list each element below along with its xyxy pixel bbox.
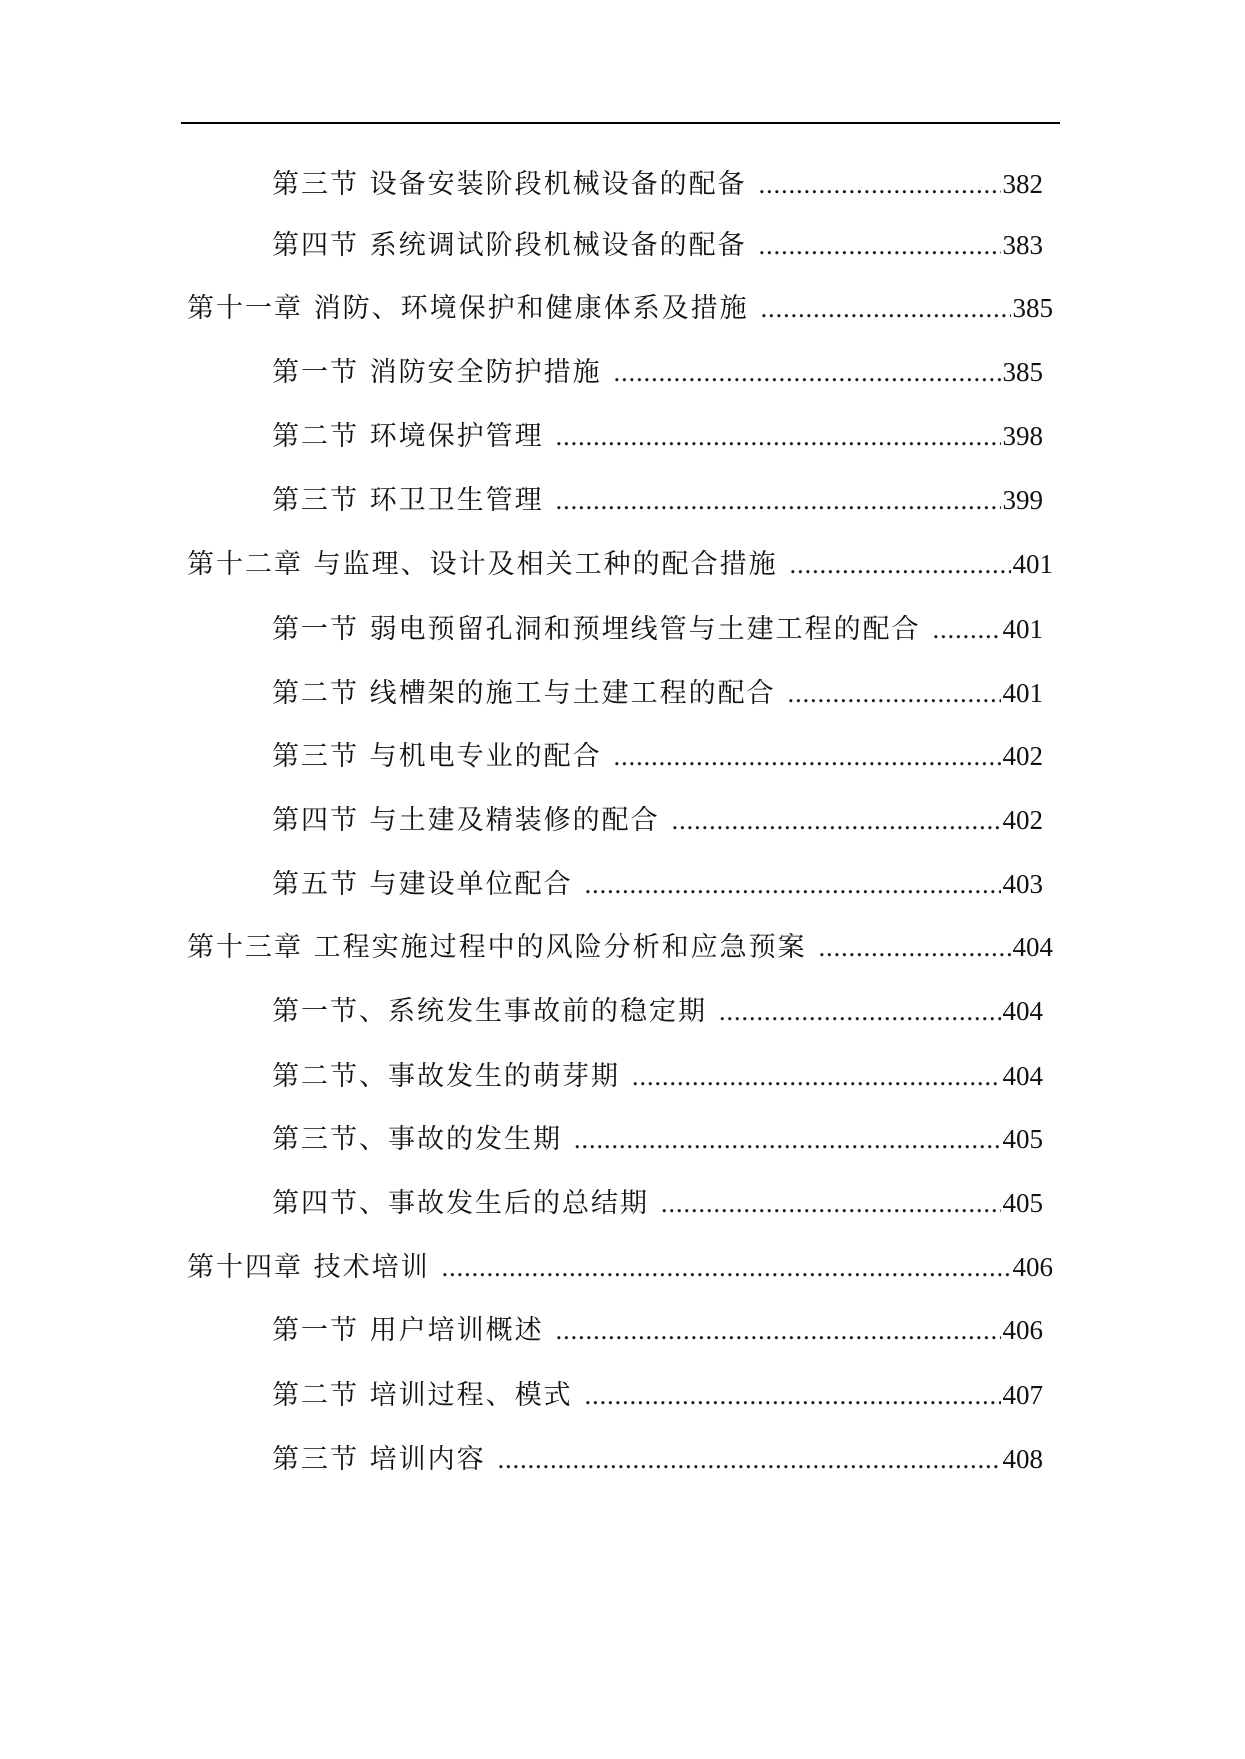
dot-leader [556,415,1001,458]
toc-section-entry[interactable] [272,989,1043,1033]
toc-chapter-entry[interactable] [187,925,1053,969]
dot-leader [759,163,1001,206]
toc-section-entry[interactable] [272,1437,1043,1481]
toc-section-entry[interactable] [272,478,1043,522]
toc-page-number: 404 [1002,996,1043,1026]
toc-entry-title: 第二节 线槽架的施工与土建工程的配合 [272,678,776,709]
toc-page-number: 404 [1012,932,1053,962]
toc-page-number: 399 [1002,485,1043,515]
dot-leader [759,224,1001,267]
toc-page-number: 401 [1002,614,1043,644]
toc-entry-title: 第十二章 与监理、设计及相关工种的配合措施 [187,549,778,580]
dot-leader [574,1118,1001,1161]
toc-page-number: 383 [1002,230,1043,260]
toc-section-entry[interactable] [272,414,1043,458]
toc-entry-title: 第二节 环境保护管理 [272,421,544,452]
dot-leader [761,287,1011,330]
dot-leader [632,1055,1001,1098]
toc-entry-title: 第二节、事故发生的萌芽期 [272,1061,620,1092]
toc-page-number: 406 [1012,1252,1053,1282]
toc-entry-title: 第二节 培训过程、模式 [272,1380,573,1411]
toc-section-entry[interactable] [272,798,1043,842]
dot-leader [614,351,1001,394]
toc-entry-title: 第三节 设备安装阶段机械设备的配备 [272,169,747,200]
toc-page-number: 402 [1002,805,1043,835]
toc-page-number: 408 [1002,1444,1043,1474]
toc-entry-title: 第三节 培训内容 [272,1444,486,1475]
toc-section-entry[interactable] [272,350,1043,394]
toc-section-entry[interactable] [272,223,1043,267]
toc-entry-title: 第四节 系统调试阶段机械设备的配备 [272,230,747,261]
toc-entry-title: 第四节 与土建及精装修的配合 [272,805,660,836]
dot-leader [661,1182,1001,1225]
toc-entry-title: 第一节 用户培训概述 [272,1315,544,1346]
toc-page-number: 404 [1002,1061,1043,1091]
toc-page-number: 382 [1002,169,1043,199]
toc-section-entry[interactable] [272,734,1043,778]
dot-leader [933,608,1001,651]
toc-page-number: 406 [1002,1315,1043,1345]
toc-page-number: 405 [1002,1188,1043,1218]
toc-entry-title: 第五节 与建设单位配合 [272,869,573,900]
toc-section-entry[interactable] [272,1117,1043,1161]
toc-entry-title: 第一节 弱电预留孔洞和预埋线管与土建工程的配合 [272,614,921,645]
toc-entry-title: 第一节、系统发生事故前的稳定期 [272,996,707,1027]
dot-leader [556,479,1001,522]
toc-page-number: 385 [1012,293,1053,323]
toc-page-number: 401 [1012,549,1053,579]
toc-chapter-entry[interactable] [187,286,1053,330]
toc-section-entry[interactable] [272,1181,1043,1225]
dot-leader [442,1246,1011,1289]
toc-section-entry[interactable] [272,671,1043,715]
toc-section-entry[interactable] [272,1308,1043,1352]
toc-section-entry[interactable] [272,162,1043,206]
toc-entry-title: 第十一章 消防、环境保护和健康体系及措施 [187,293,749,324]
toc-entry-title: 第三节、事故的发生期 [272,1124,562,1155]
toc-page-number: 398 [1002,421,1043,451]
toc-page-number: 402 [1002,741,1043,771]
toc-entry-title: 第一节 消防安全防护措施 [272,357,602,388]
toc-entry-title: 第十三章 工程实施过程中的风险分析和应急预案 [187,932,807,963]
toc-chapter-entry[interactable] [187,1245,1053,1289]
dot-leader [672,799,1001,842]
dot-leader [790,543,1011,586]
dot-leader [614,735,1001,778]
toc-page-number: 403 [1002,869,1043,899]
toc-entry-title: 第四节、事故发生后的总结期 [272,1188,649,1219]
toc-page-number: 407 [1002,1380,1043,1410]
toc-section-entry[interactable] [272,1054,1043,1098]
toc-entry-title: 第十四章 技术培训 [187,1252,430,1283]
toc-entry-title: 第三节 环卫卫生管理 [272,485,544,516]
toc-page-number: 405 [1002,1124,1043,1154]
toc-page-number: 401 [1002,678,1043,708]
toc-chapter-entry[interactable] [187,542,1053,586]
dot-leader [719,990,1001,1033]
dot-leader [788,672,1001,715]
toc-section-entry[interactable] [272,862,1043,906]
toc-page-number: 385 [1002,357,1043,387]
dot-leader [498,1438,1001,1481]
dot-leader [585,863,1001,906]
toc-section-entry[interactable] [272,1373,1043,1417]
dot-leader [819,926,1011,969]
toc-section-entry[interactable] [272,607,1043,651]
dot-leader [556,1309,1001,1352]
dot-leader [585,1374,1001,1417]
toc-entry-title: 第三节 与机电专业的配合 [272,741,602,772]
